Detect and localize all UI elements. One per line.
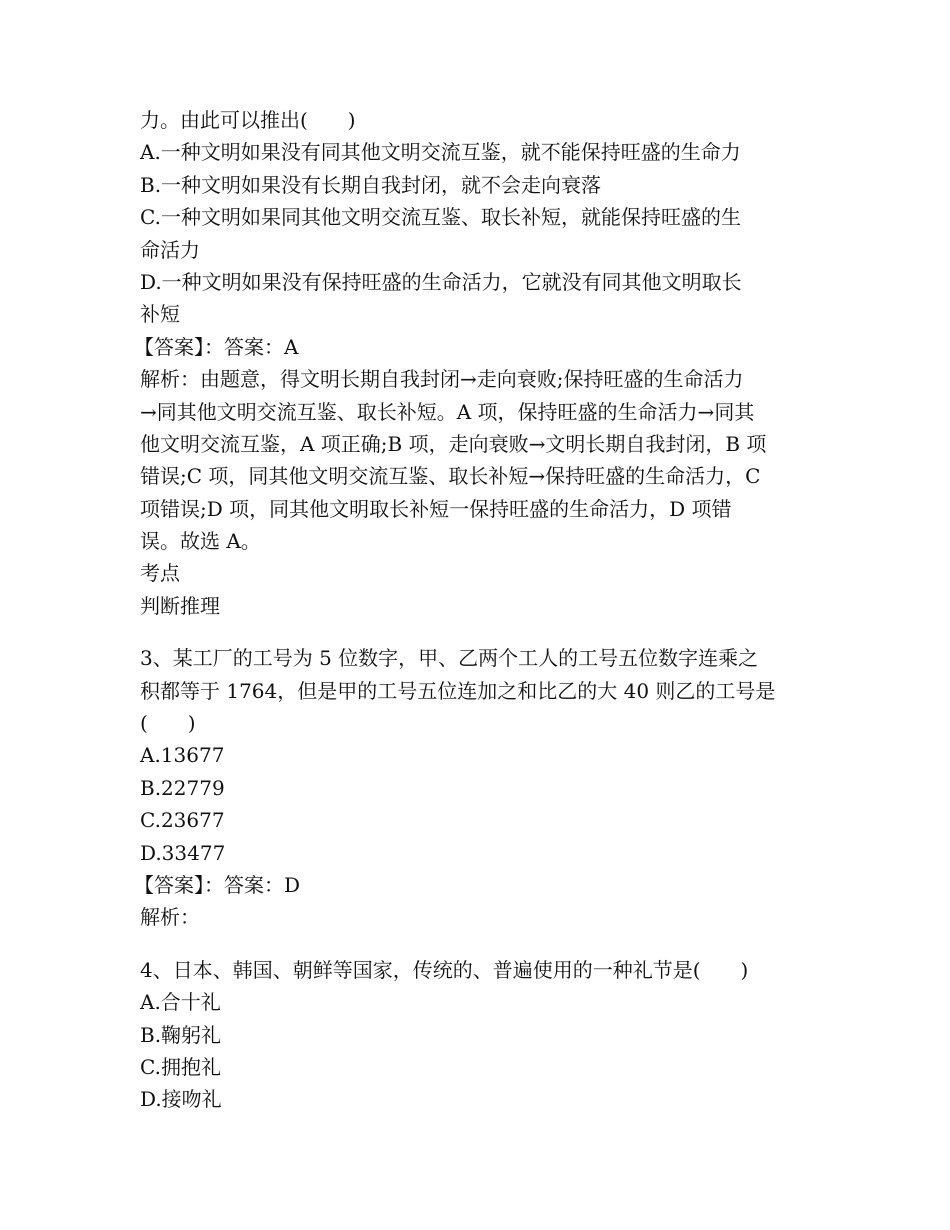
question-2-option-a: A.一种文明如果没有同其他文明交流互鉴，就不能保持旺盛的生命力	[140, 140, 741, 165]
question-3-answer: 【答案】：答案：D	[134, 872, 301, 897]
question-2	[134, 104, 820, 622]
question-2-option-c-line-2: 命活力	[140, 237, 200, 262]
question-3-analysis: 解析：	[140, 905, 200, 930]
question-4-option-b: B.鞠躬礼	[140, 1022, 222, 1047]
question-4-option-a: A.合十礼	[140, 990, 221, 1015]
question-4-stem: 4、日本、韩国、朝鲜等国家，传统的、普遍使用的一种礼节是( )	[140, 957, 749, 982]
spacer	[140, 622, 820, 642]
question-2-analysis-line: 误。故选 A。	[140, 529, 261, 554]
question-2-option-c-line-1: C.一种文明如果同其他文明交流互鉴、取长补短，就能保持旺盛的生	[140, 205, 741, 230]
question-4-option-d: D.接吻礼	[140, 1087, 222, 1112]
question-3-stem-line: 积都等于 1764，但是甲的工号五位连加之和比乙的大 40 则乙的工号是	[140, 678, 776, 703]
question-2-option-d-line-1: D.一种文明如果没有保持旺盛的生命活力，它就没有同其他文明取长	[140, 269, 742, 294]
question-2-analysis-line: →同其他文明交流互鉴、取长补短。A 项，保持旺盛的生命活力→同其	[140, 399, 755, 424]
question-3	[134, 642, 820, 934]
question-2-analysis-line: 项错误;D 项，同其他文明取长补短一保持旺盛的生命活力，D 项错	[140, 496, 732, 521]
question-2-analysis-line: 他文明交流互鉴，A 项正确;B 项，走向衰败→文明长期自我封闭，B 项	[140, 431, 767, 456]
question-2-answer: 【答案】：答案：A	[134, 334, 299, 359]
question-2-kaodian-value: 判断推理	[140, 593, 220, 618]
question-4	[140, 954, 820, 1116]
question-2-option-b: B.一种文明如果没有长期自我封闭，就不会走向衰落	[140, 172, 602, 197]
question-4-option-c: C.拥抱礼	[140, 1054, 221, 1079]
question-3-stem-line: 3、某工厂的工号为 5 位数字，甲、乙两个工人的工号五位数字连乘之	[140, 646, 759, 671]
question-3-option-c: C.23677	[140, 808, 225, 833]
question-2-kaodian-label: 考点	[140, 561, 180, 586]
question-3-option-b: B.22779	[140, 775, 225, 800]
question-3-stem-line: ( )	[140, 711, 196, 736]
question-2-analysis-line: 错误;C 项，同其他文明交流互鉴、取长补短→保持旺盛的生命活力，C	[140, 464, 761, 489]
spacer	[140, 934, 820, 954]
question-3-option-a: A.13677	[140, 743, 225, 768]
question-2-analysis-line: 解析：由题意，得文明长期自我封闭→走向衰败;保持旺盛的生命活力	[140, 367, 744, 392]
document-page	[134, 104, 820, 1116]
question-2-option-d-line-2: 补短	[140, 302, 180, 327]
question-3-option-d: D.33477	[140, 840, 226, 865]
question-2-stem-tail: 力。由此可以推出( )	[140, 108, 356, 132]
